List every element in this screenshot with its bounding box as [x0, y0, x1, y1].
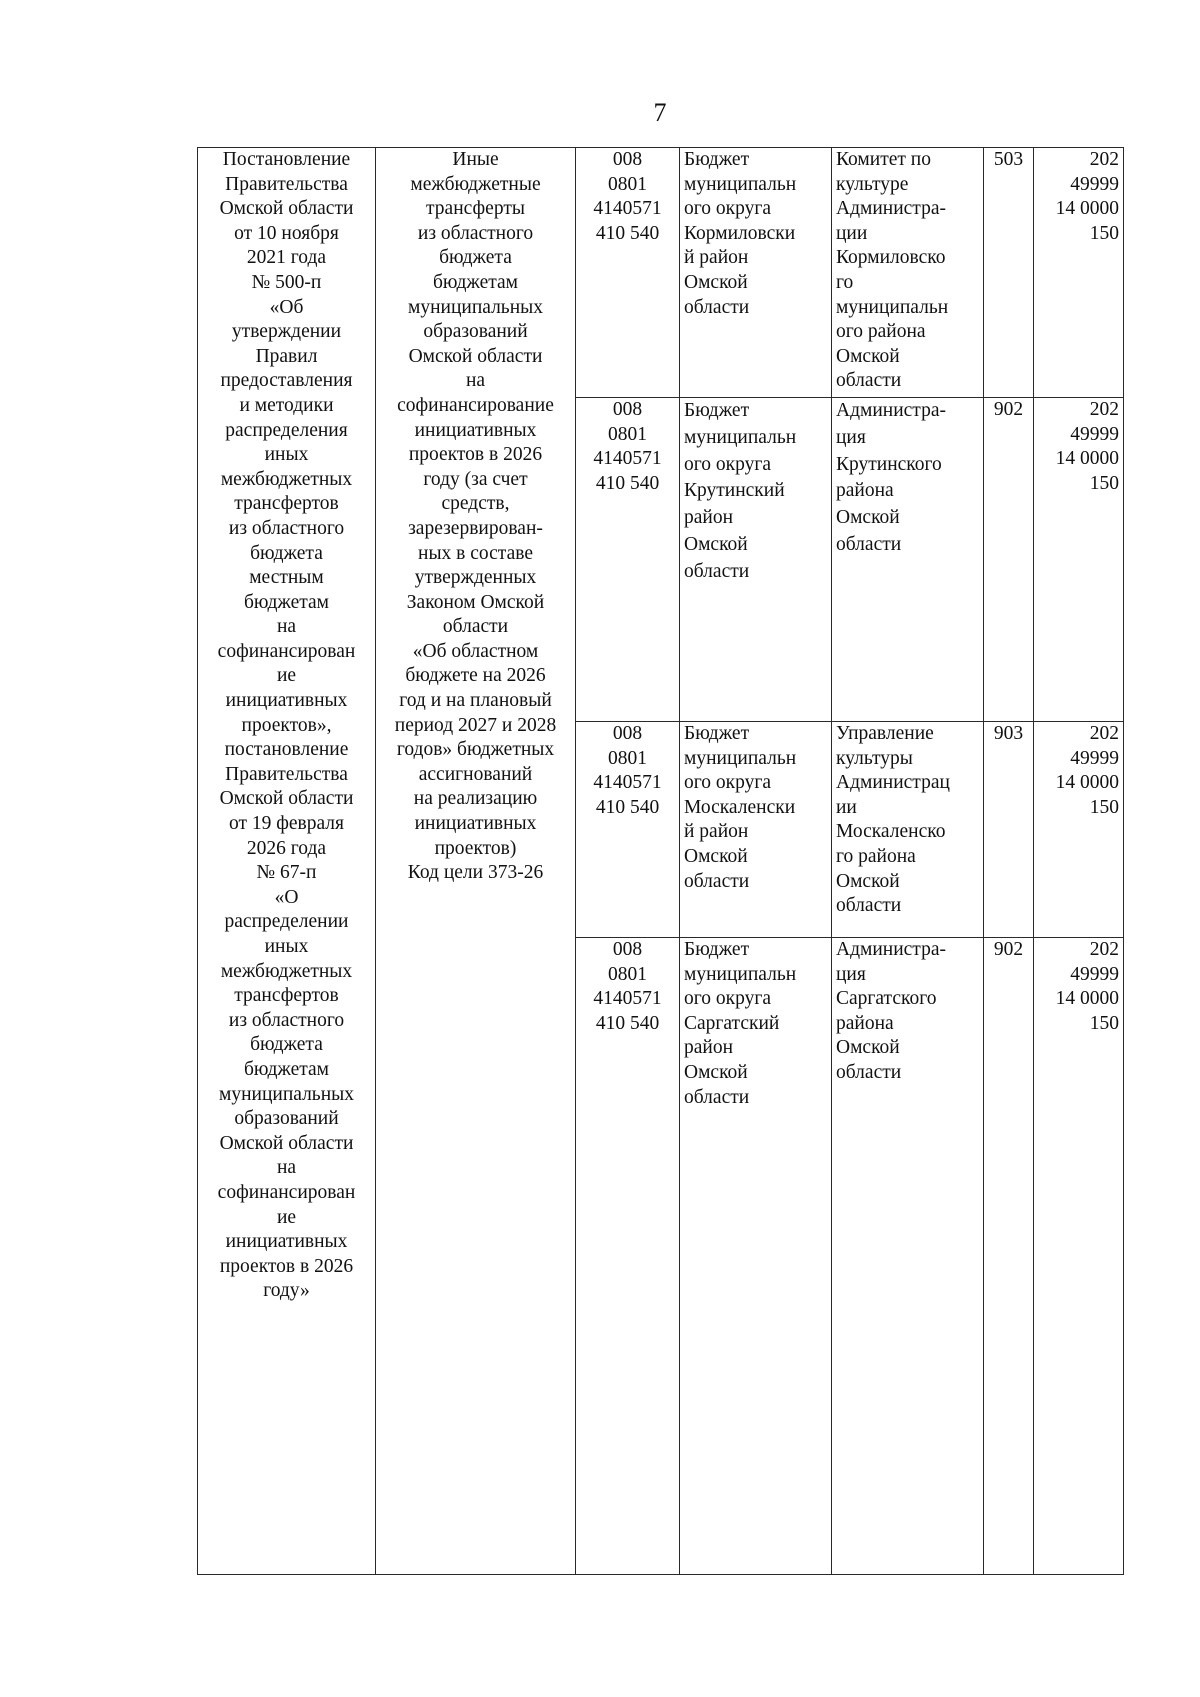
recipient-budget: Бюджет муниципальн ого округа Кормиловски й район Омской области [680, 148, 832, 398]
budget-classification-code: 008 0801 4140571 410 540 [576, 938, 680, 1575]
administrator-name: Администра- ция Крутинского района Омской области [832, 398, 984, 722]
grbs-code: 503 [984, 148, 1034, 398]
grbs-code: 902 [984, 938, 1034, 1575]
income-code: 202 49999 14 0000 150 [1034, 398, 1124, 722]
transfer-purpose-cell [376, 148, 576, 1575]
income-code: 202 49999 14 0000 150 [1034, 148, 1124, 398]
legal-basis-text: Постановление Правительства Омской области от 10 ноября 2021 года № 500-п «Об утверждении Правил предоставления и методики распределения иных межбюджетных трансфертов из областного бюджета местным бюджетам на софинансирован ие инициативных проектов», постановление Правительства Омской области от 19 февраля 2026 года № 67-п «О распределении иных межбюджетных трансфертов из областного бюджета бюджетам муниципальных образований Омской области на софинансирован ие инициативных проектов в 2026 году» [217, 149, 356, 1302]
income-code: 202 49999 14 0000 150 [1034, 938, 1124, 1575]
legal-basis-cell [198, 148, 376, 1575]
allocation-table [197, 147, 1124, 1575]
administrator-name: Комитет по культуре Администра- ции Кормиловско го муниципальн ого района Омской области [832, 148, 984, 398]
administrator-name: Управление культуры Администрац ии Москаленско го района Омской области [832, 722, 984, 938]
recipient-budget: Бюджет муниципальн ого округа Саргатский район Омской области [680, 938, 832, 1575]
grbs-code: 902 [984, 398, 1034, 722]
budget-classification-code: 008 0801 4140571 410 540 [576, 148, 680, 398]
recipient-budget: Бюджет муниципальн ого округа Москаленски й район Омской области [680, 722, 832, 938]
recipient-budget: Бюджет муниципальн ого округа Крутинский район Омской области [680, 398, 832, 722]
budget-classification-code: 008 0801 4140571 410 540 [576, 722, 680, 938]
income-code: 202 49999 14 0000 150 [1034, 722, 1124, 938]
administrator-name: Администра- ция Саргатского района Омской области [832, 938, 984, 1575]
table-row [198, 148, 1124, 398]
transfer-purpose-text: Иные межбюджетные трансферты из областного бюджета бюджетам муниципальных образований Омской области на софинансирование инициативных проектов в 2026 году (за счет средств, зарезервирован- ных в составе утвержденных Законом Омской области «Об областном бюджете на 2026 год и на плановый период 2027 и 2028 годов» бюджетных ассигнований на реализацию инициативных проектов) Код цели 373-26 [394, 149, 557, 884]
budget-classification-code: 008 0801 4140571 410 540 [576, 398, 680, 722]
grbs-code: 903 [984, 722, 1034, 938]
page-number: 7 [653, 98, 667, 127]
